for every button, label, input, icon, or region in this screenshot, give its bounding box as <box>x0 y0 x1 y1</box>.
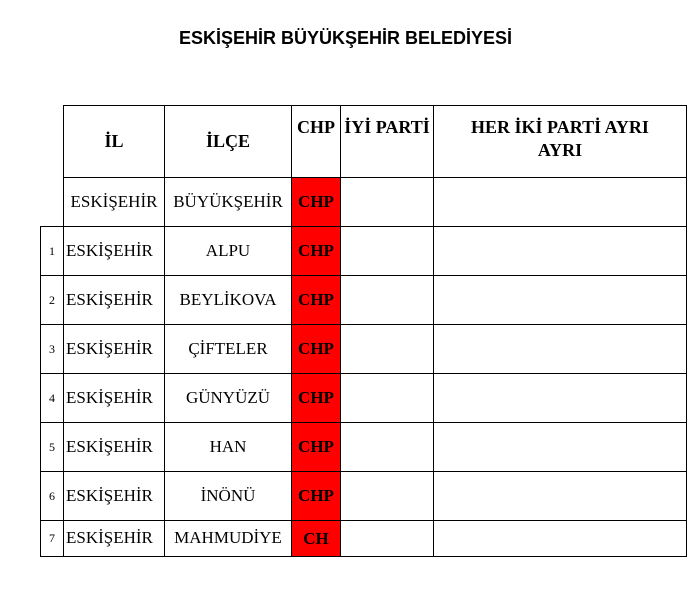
cell-iyi-parti <box>341 521 434 557</box>
cell-ilce: GÜNYÜZÜ <box>165 374 292 423</box>
cell-iyi-parti <box>341 178 434 227</box>
cell-iyi-parti <box>341 276 434 325</box>
cell-her-iki-parti <box>434 423 687 472</box>
cell-il: ESKİŞEHİR <box>64 276 165 325</box>
row-number: 6 <box>41 472 64 521</box>
cell-her-iki-parti <box>434 325 687 374</box>
cell-ilce: BEYLİKOVA <box>165 276 292 325</box>
cell-ilce: MAHMUDİYE <box>165 521 292 557</box>
header-il: İL <box>64 106 165 178</box>
header-chp: CHP <box>292 106 341 178</box>
cell-her-iki-parti <box>434 178 687 227</box>
cell-iyi-parti <box>341 423 434 472</box>
header-iyi-parti: İYİ PARTİ <box>341 106 434 178</box>
table-row <box>41 325 687 374</box>
cell-il: ESKİŞEHİR <box>64 374 165 423</box>
cell-iyi-parti <box>341 227 434 276</box>
cell-il: ESKİŞEHİR <box>64 325 165 374</box>
row-number: 7 <box>41 521 64 557</box>
cell-ilce: HAN <box>165 423 292 472</box>
header-her-iki-parti: HER İKİ PARTİ AYRI AYRI <box>434 106 687 178</box>
page-title: ESKİŞEHİR BÜYÜKŞEHİR BELEDİYESİ <box>178 28 513 48</box>
cell-chp: CHP <box>292 178 341 227</box>
header-ilce: İLÇE <box>165 106 292 178</box>
cell-ilce: ÇİFTELER <box>165 325 292 374</box>
cell-her-iki-parti <box>434 227 687 276</box>
cell-il: ESKİŞEHİR <box>64 472 165 521</box>
table-row <box>41 178 687 227</box>
cell-ilce: İNÖNÜ <box>165 472 292 521</box>
header-number-spacer <box>41 106 64 178</box>
cell-ilce: ALPU <box>165 227 292 276</box>
results-table <box>40 105 687 557</box>
cell-her-iki-parti <box>434 276 687 325</box>
table-row <box>41 472 687 521</box>
row-number: 2 <box>41 276 64 325</box>
cell-her-iki-parti <box>434 374 687 423</box>
cell-il: ESKİŞEHİR <box>64 423 165 472</box>
row-number: 4 <box>41 374 64 423</box>
cell-chp: CHP <box>292 423 341 472</box>
cell-iyi-parti <box>341 472 434 521</box>
cell-il: ESKİŞEHİR <box>64 178 165 227</box>
row-number: 3 <box>41 325 64 374</box>
cell-chp: CHP <box>292 276 341 325</box>
cell-chp: CHP <box>292 472 341 521</box>
cell-ilce: BÜYÜKŞEHİR <box>165 178 292 227</box>
row-number <box>41 178 64 227</box>
cell-il: ESKİŞEHİR <box>64 227 165 276</box>
cell-chp: CHP <box>292 227 341 276</box>
table-row <box>41 276 687 325</box>
table-row <box>41 423 687 472</box>
header-row <box>41 106 687 178</box>
cell-her-iki-parti <box>434 472 687 521</box>
cell-her-iki-parti <box>434 521 687 557</box>
cell-il: ESKİŞEHİR <box>64 521 165 557</box>
row-number: 5 <box>41 423 64 472</box>
table-row <box>41 374 687 423</box>
cell-iyi-parti <box>341 374 434 423</box>
cell-iyi-parti <box>341 325 434 374</box>
cell-chp: CHP <box>292 325 341 374</box>
cell-chp: CH <box>292 521 341 557</box>
table-row <box>41 521 687 557</box>
row-number: 1 <box>41 227 64 276</box>
table-row <box>41 227 687 276</box>
cell-chp: CHP <box>292 374 341 423</box>
